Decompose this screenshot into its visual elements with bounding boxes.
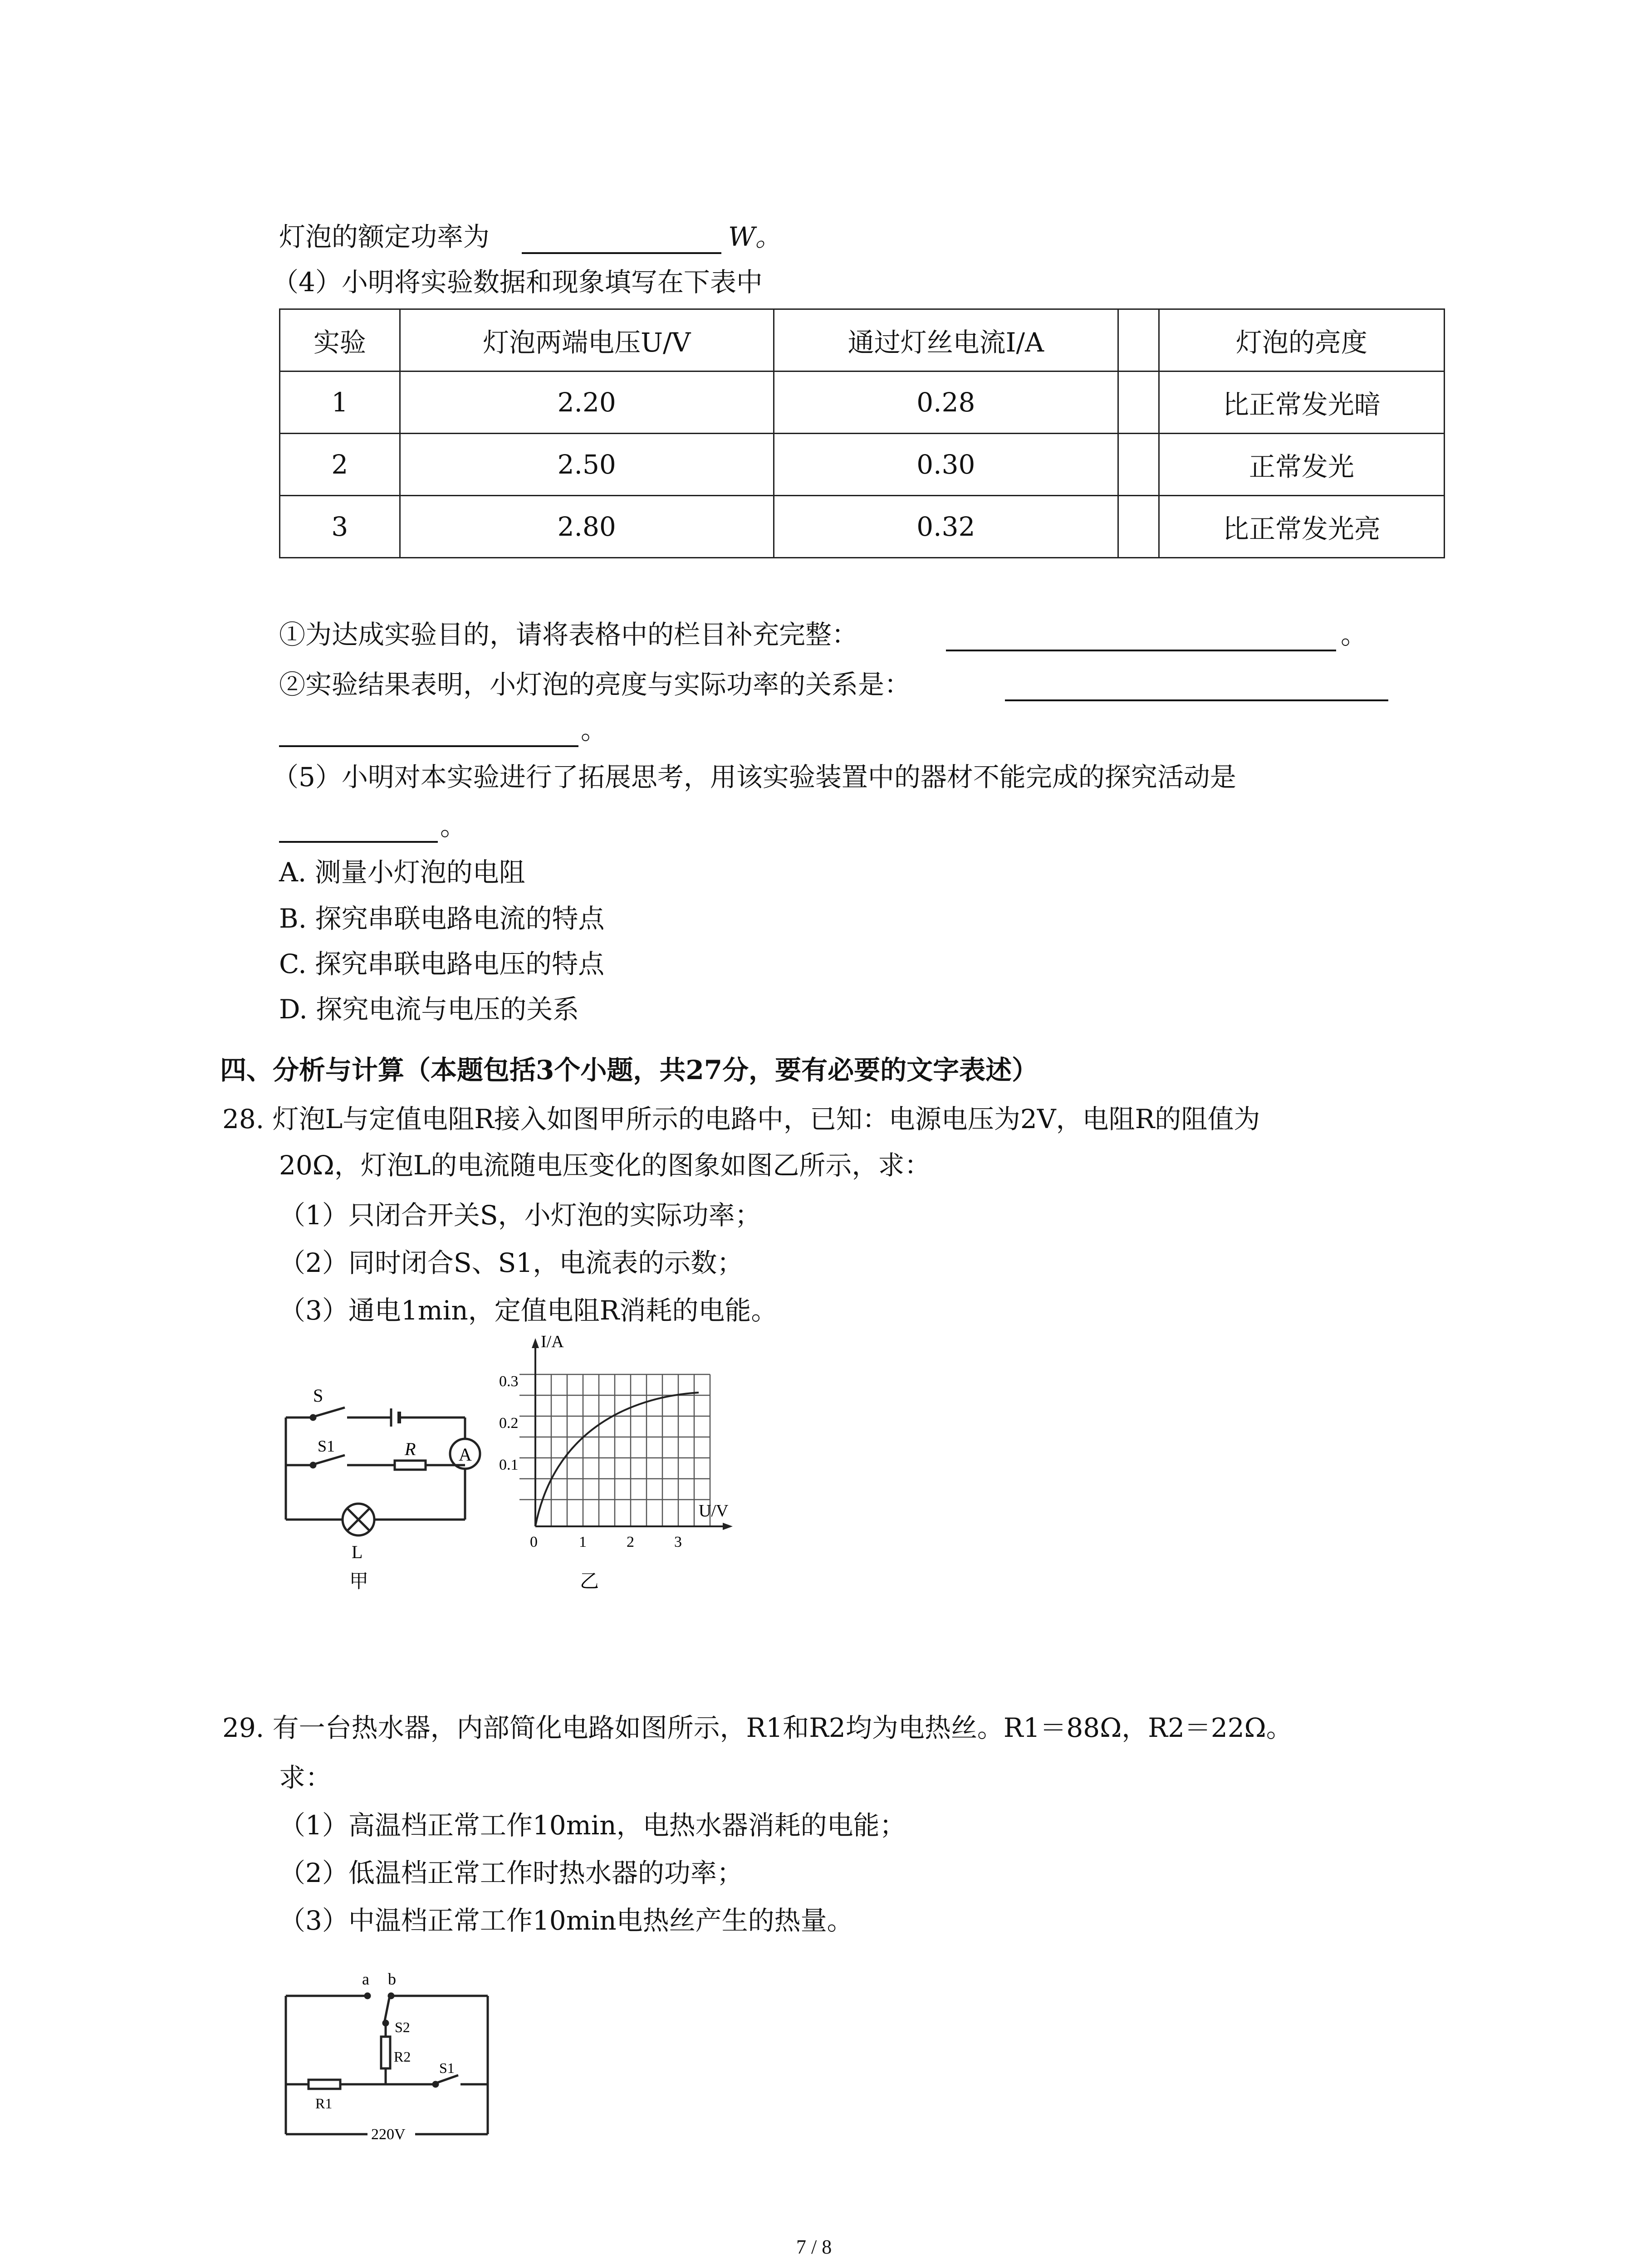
part5-blank [279,841,438,843]
q29-item-3: （3）中温档正常工作10min电热丝产生的热量。 [279,1905,853,1936]
table-cell: 0.28 [774,371,1118,434]
circuit-diagram-a [272,1365,499,1601]
table-cell: 比正常发光暗 [1159,371,1444,434]
q28-item-2: （2）同时闭合S、S1，电流表的示数； [279,1247,744,1278]
label-r2: R2 [394,2048,411,2065]
iu-graph-b [499,1329,753,1610]
table-cell: 3 [280,496,400,558]
table-header: 通过灯丝电流I/A [774,309,1118,371]
option-b: B. 探究串联电路电流的特点 [279,903,605,934]
x-axis-label: U/V [699,1501,729,1520]
y-tick-0.1: 0.1 [499,1457,519,1473]
table-cell: 2.20 [400,371,774,434]
q29-item-1: （1）高温档正常工作10min，电热水器消耗的电能； [279,1810,906,1841]
table-cell: 正常发光 [1159,434,1444,496]
part4-intro: （4）小明将实验数据和现象填写在下表中 [272,267,763,298]
table-header-blank [1118,309,1159,371]
label-220v: 220V [371,2126,406,2143]
section-4-title: 四、分析与计算（本题包括3个小题，共27分，要有必要的文字表述） [220,1055,1038,1085]
sub2-blank-1 [1005,699,1388,701]
table-cell [1118,496,1159,558]
label-s2: S2 [395,2019,410,2035]
y-tick-0.2: 0.2 [499,1415,519,1432]
label-s: S [313,1385,323,1406]
table-cell: 0.30 [774,434,1118,496]
table-header: 灯泡两端电压U/V [400,309,774,371]
y-axis-label: I/A [541,1332,564,1351]
q28-line1: 28. 灯泡L与定值电阻R接入如图甲所示的电路中，已知：电源电压为2V，电阻R的阻值为 [222,1104,1260,1134]
y-axis-arrow [532,1338,539,1348]
terminal-a: a [362,1970,369,1988]
sub2-blank-2 [279,745,578,747]
sub2-end: 。 [581,714,607,745]
table-cell: 0.32 [774,496,1118,558]
sub1-blank [946,650,1336,651]
rated-power-unit: W。 [728,221,782,252]
part5-end: 。 [440,811,467,841]
x-axis-arrow [723,1523,733,1530]
sub1-end: 。 [1341,619,1367,650]
table-cell: 2 [280,434,400,496]
table-header: 灯泡的亮度 [1159,309,1444,371]
table-cell: 2.80 [400,496,774,558]
caption-a: 甲 [349,1570,369,1592]
part5-text: （5）小明对本实验进行了拓展思考，用该实验装置中的器材不能完成的探究活动是 [272,762,1236,792]
x-tick-3: 3 [674,1534,682,1550]
sub2-text: ②实验结果表明，小灯泡的亮度与实际功率的关系是： [279,669,911,700]
option-c: C. 探究串联电路电压的特点 [279,948,605,979]
label-s1: S1 [318,1437,335,1455]
label-lamp: L [352,1542,363,1562]
q29-item-2: （2）低温档正常工作时热水器的功率； [279,1857,743,1888]
label-r1: R1 [315,2095,333,2112]
option-a: A. 测量小灯泡的电阻 [279,857,525,888]
q28-item-1: （1）只闭合开关S，小灯泡的实际功率； [279,1200,761,1231]
caption-b: 乙 [580,1570,599,1592]
heater-circuit-diagram [277,1964,504,2146]
option-d: D. 探究电流与电压的关系 [279,994,579,1025]
q28-item-3: （3）通电1min，定值电阻R消耗的电能。 [279,1295,778,1326]
sub1-text: ①为达成实验目的，请将表格中的栏目补充完整： [279,619,858,650]
table-cell: 比正常发光亮 [1159,496,1444,558]
table-header-row [280,309,1445,371]
experiment-table [279,308,1445,558]
q29-line1: 29. 有一台热水器，内部简化电路如图所示，R1和R2均为电热丝。R1＝88Ω，R2＝22Ω。 [222,1712,1293,1743]
table-cell: 2.50 [400,434,774,496]
table-row [280,371,1445,434]
x-tick-2: 2 [627,1534,634,1550]
graph-grid [519,1374,710,1526]
table-row [280,496,1445,558]
table-row [280,434,1445,496]
table-cell [1118,434,1159,496]
rated-power-blank [522,252,721,254]
x-tick-0: 0 [530,1534,538,1550]
q29-line2: 求： [279,1762,332,1793]
q28-line2: 20Ω，灯泡L的电流随电压变化的图象如图乙所示，求： [279,1150,931,1181]
page-number: 7 / 8 [796,2236,832,2258]
y-tick-0.3: 0.3 [499,1373,519,1390]
table-header: 实验 [280,309,400,371]
terminal-b: b [388,1970,396,1988]
table-cell [1118,371,1159,434]
label-r: R [405,1439,416,1459]
table-cell: 1 [280,371,400,434]
rated-power-text: 灯泡的额定功率为 [279,221,490,252]
label-ammeter: A [459,1444,472,1465]
iu-curve [535,1393,699,1526]
label-s1: S1 [439,2060,455,2076]
x-tick-1: 1 [579,1534,587,1550]
